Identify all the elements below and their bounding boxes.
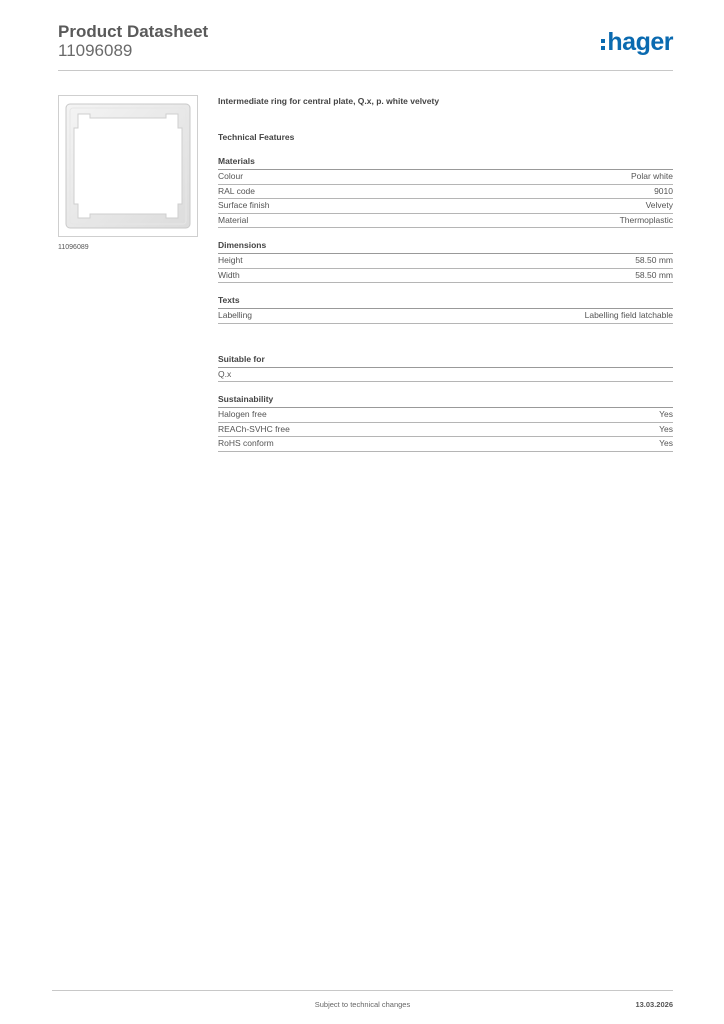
table-row <box>218 437 673 452</box>
row-label: Q.x <box>218 368 232 379</box>
group-title: Dimensions <box>218 240 673 254</box>
table-row <box>218 269 673 284</box>
table-row <box>218 309 673 324</box>
row-value: Polar white <box>630 171 673 181</box>
technical-features-heading: Technical Features <box>218 132 295 142</box>
row-value: Yes <box>659 409 673 419</box>
table-row <box>218 199 673 214</box>
row-label: Labelling <box>218 310 253 320</box>
row-value: 9010 <box>654 185 673 196</box>
group-title: Suitable for <box>218 354 673 368</box>
footer-note: Subject to technical changes <box>314 1000 411 1009</box>
product-image <box>58 95 198 237</box>
table-row <box>218 170 673 185</box>
row-value: Thermoplastic <box>619 214 673 225</box>
row-label: Halogen free <box>218 409 267 419</box>
texts-group <box>218 295 673 324</box>
row-label: Colour <box>218 171 244 181</box>
row-value: Labelling field latchable <box>584 310 673 320</box>
dimensions-group <box>218 240 673 283</box>
intermediate-ring-icon <box>64 102 192 230</box>
row-label: Height <box>218 255 243 265</box>
table-row <box>218 368 673 383</box>
technical-content <box>218 96 673 464</box>
row-value: Yes <box>659 423 673 434</box>
group-title: Materials <box>218 156 673 170</box>
row-label: RoHS conform <box>218 438 274 448</box>
row-label: Width <box>218 269 240 280</box>
image-caption: 11096089 <box>58 244 89 251</box>
suitable-for-group <box>218 354 673 383</box>
row-label: Surface finish <box>218 200 270 210</box>
page-header <box>58 22 673 71</box>
table-row <box>218 254 673 269</box>
page-footer <box>52 990 673 1009</box>
document-title: Product Datasheet <box>58 22 209 41</box>
row-label: RAL code <box>218 185 256 196</box>
row-value: 58.50 mm <box>635 255 673 265</box>
group-title: Sustainability <box>218 394 673 408</box>
table-row <box>218 408 673 423</box>
materials-group <box>218 156 673 228</box>
row-label: Material <box>218 214 249 225</box>
table-row <box>218 214 673 229</box>
logo-dots-icon <box>601 39 605 50</box>
footer-date: 13.03.2026 <box>635 1000 673 1009</box>
hager-logo <box>601 28 673 57</box>
row-value: 58.50 mm <box>635 269 673 280</box>
logo-text: hager <box>607 28 673 56</box>
table-row <box>218 185 673 200</box>
product-description: Intermediate ring for central plate, Q.x, p. white velvety <box>218 96 440 106</box>
table-row <box>218 423 673 438</box>
sustainability-group <box>218 394 673 452</box>
group-title: Texts <box>218 295 673 309</box>
row-value: Yes <box>659 438 673 448</box>
row-label: REACh-SVHC free <box>218 423 290 434</box>
row-value: Velvety <box>645 200 673 210</box>
product-number: 11096089 <box>58 41 133 60</box>
